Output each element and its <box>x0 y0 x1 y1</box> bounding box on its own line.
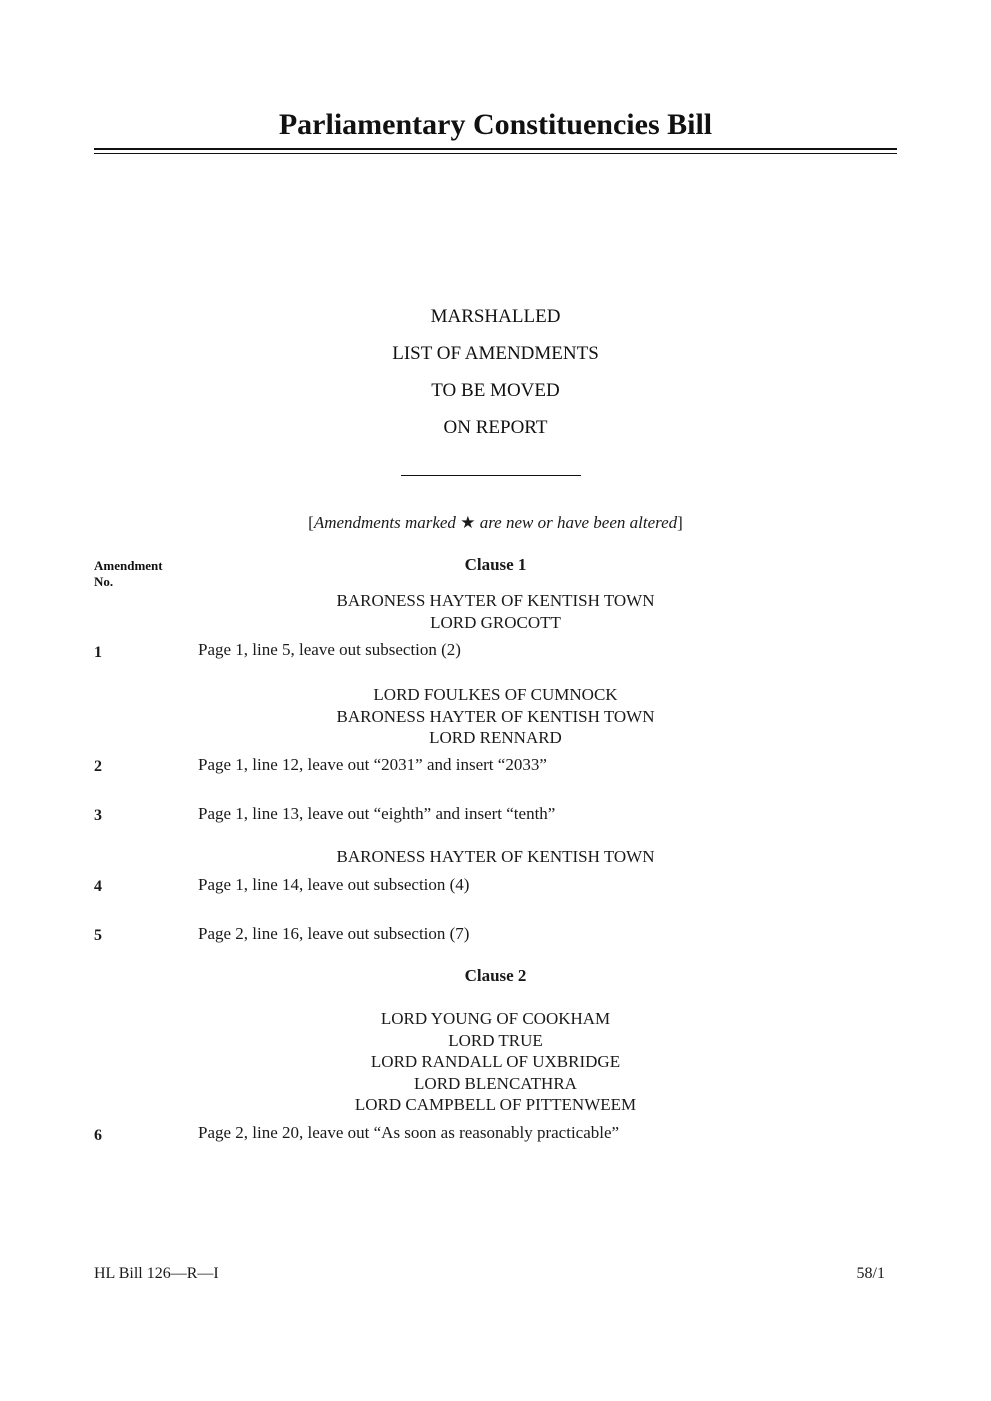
note-open-bracket: [ <box>308 513 314 532</box>
sponsor-name: BARONESS HAYTER OF KENTISH TOWN <box>336 591 655 610</box>
amendment-number: 1 <box>94 644 102 661</box>
heading-line-1: MARSHALLED <box>430 306 561 327</box>
amendments-note <box>0 513 991 533</box>
amendment-number: 4 <box>94 878 102 895</box>
sponsor-list <box>0 846 991 868</box>
amendment-header-line-2: No. <box>94 574 114 589</box>
sponsor-name: LORD CAMPBELL OF PITTENWEEM <box>354 1095 637 1115</box>
sponsor-name: LORD GROCOTT <box>430 612 561 632</box>
amendment-text: Page 2, line 16, leave out subsection (7) <box>198 924 470 943</box>
heading-divider <box>401 475 581 476</box>
heading-line-3: TO BE MOVED <box>431 380 560 401</box>
sponsor-list <box>0 590 991 633</box>
note-italic-prefix: Amendments marked <box>313 513 461 532</box>
clause-heading: Clause 2 <box>464 966 527 985</box>
document-title: Parliamentary Constituencies Bill <box>278 108 713 141</box>
amendment-text: Page 1, line 5, leave out subsection (2) <box>198 640 461 659</box>
sponsor-name: LORD BLENCATHRA <box>414 1073 577 1093</box>
note-italic-suffix: are new or have been altered <box>475 513 678 532</box>
amendment-header-line-1: Amendment <box>94 558 163 573</box>
sponsor-name: LORD RANDALL OF UXBRIDGE <box>370 1052 621 1072</box>
note-close-bracket: ] <box>677 513 683 532</box>
sponsor-name: LORD FOULKES OF CUMNOCK <box>373 685 618 704</box>
sponsor-name: BARONESS HAYTER OF KENTISH TOWN <box>336 706 655 726</box>
sponsor-name: LORD YOUNG OF COOKHAM <box>380 1009 611 1028</box>
heading-line-2: LIST OF AMENDMENTS <box>392 343 599 364</box>
title-rule-thin <box>94 153 897 154</box>
heading-line-4: ON REPORT <box>443 417 548 438</box>
clause-heading: Clause 1 <box>464 555 527 574</box>
sponsor-name: LORD TRUE <box>448 1030 543 1050</box>
amendment-text: Page 1, line 12, leave out “2031” and insert “2033” <box>198 755 547 774</box>
star-icon: ★ <box>460 513 476 532</box>
amendment-number: 2 <box>94 758 102 775</box>
amendment-text: Page 1, line 14, leave out subsection (4) <box>198 875 470 894</box>
footer-bill-reference: HL Bill 126—R—I <box>94 1265 219 1282</box>
amendment-text: Page 2, line 20, leave out “As soon as reasonably practicable” <box>198 1123 620 1142</box>
amendment-text: Page 1, line 13, leave out “eighth” and insert “tenth” <box>198 804 556 823</box>
amendment-number: 3 <box>94 807 102 824</box>
footer-page-reference: 58/1 <box>856 1265 885 1282</box>
amendment-number: 6 <box>94 1127 102 1144</box>
sponsor-name: BARONESS HAYTER OF KENTISH TOWN <box>336 847 655 866</box>
amendment-number: 5 <box>94 927 102 944</box>
sponsor-list <box>0 1008 991 1116</box>
sponsor-name: LORD RENNARD <box>429 728 562 748</box>
title-rule-thick <box>94 148 897 150</box>
sponsor-list <box>0 684 991 749</box>
